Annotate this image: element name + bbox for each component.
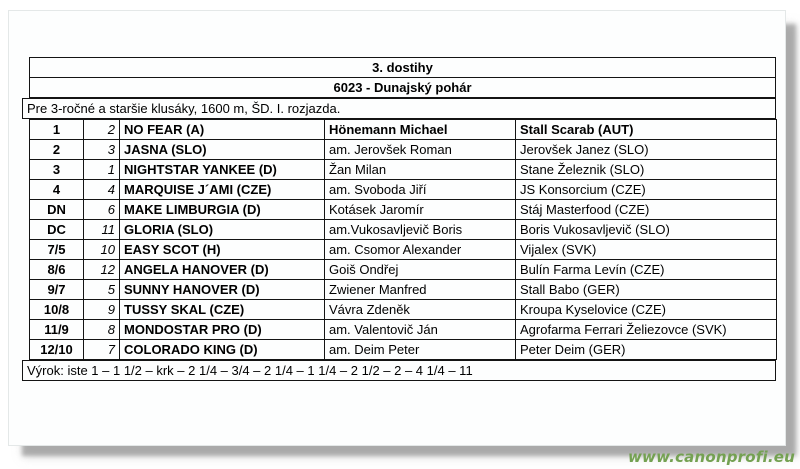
- place-cell: DC: [30, 220, 84, 240]
- horse-name-cell: ANGELA HANOVER (D): [120, 260, 325, 280]
- table-row: [30, 140, 777, 160]
- place-cell: 7/5: [30, 240, 84, 260]
- place-cell: 9/7: [30, 280, 84, 300]
- place-cell: 12/10: [30, 340, 84, 360]
- race-title: 3. dostihy: [30, 58, 776, 78]
- driver-cell: Vávra Zdeněk: [325, 300, 516, 320]
- horse-name-cell: EASY SCOT (H): [120, 240, 325, 260]
- owner-cell: JS Konsorcium (CZE): [516, 180, 777, 200]
- horse-name-cell: SUNNY HANOVER (D): [120, 280, 325, 300]
- race-subtitle-row: [30, 78, 776, 98]
- race-subtitle: 6023 - Dunajský pohár: [30, 78, 776, 98]
- place-cell: 10/8: [30, 300, 84, 320]
- race-conditions-table: [22, 98, 776, 119]
- horse-name-cell: TUSSY SKAL (CZE): [120, 300, 325, 320]
- start-number-cell: 2: [84, 120, 120, 140]
- driver-cell: Žan Milan: [325, 160, 516, 180]
- race-title-row: [30, 58, 776, 78]
- race-conditions-row: [23, 99, 776, 119]
- table-row: [30, 220, 777, 240]
- owner-cell: Jerovšek Janez (SLO): [516, 140, 777, 160]
- start-number-cell: 1: [84, 160, 120, 180]
- horse-name-cell: COLORADO KING (D): [120, 340, 325, 360]
- owner-cell: Boris Vukosavljevič (SLO): [516, 220, 777, 240]
- start-number-cell: 3: [84, 140, 120, 160]
- results-body: [30, 120, 777, 360]
- race-conditions: Pre 3-ročné a staršie klusáky, 1600 m, ŠD. I. rozjazda.: [23, 99, 776, 119]
- watermark-link[interactable]: www.canonprofi.eu: [627, 448, 795, 466]
- verdict-text: Výrok: iste 1 – 1 1/2 – krk – 2 1/4 – 3/4 – 2 1/4 – 1 1/4 – 2 1/2 – 2 – 4 1/4 – 11: [23, 361, 776, 381]
- table-row: [30, 180, 777, 200]
- driver-cell: Hönemann Michael: [325, 120, 516, 140]
- driver-cell: am. Svoboda Jiří: [325, 180, 516, 200]
- start-number-cell: 7: [84, 340, 120, 360]
- start-number-cell: 12: [84, 260, 120, 280]
- verdict-row: [23, 361, 776, 381]
- driver-cell: am.Vukosavljevič Boris: [325, 220, 516, 240]
- verdict-table: [22, 360, 776, 381]
- horse-name-cell: GLORIA (SLO): [120, 220, 325, 240]
- race-header-table: [29, 57, 776, 98]
- horse-name-cell: NIGHTSTAR YANKEE (D): [120, 160, 325, 180]
- horse-name-cell: MARQUISE J´AMI (CZE): [120, 180, 325, 200]
- table-row: [30, 340, 777, 360]
- horse-name-cell: NO FEAR (A): [120, 120, 325, 140]
- table-row: [30, 160, 777, 180]
- owner-cell: Bulín Farma Levín (CZE): [516, 260, 777, 280]
- start-number-cell: 5: [84, 280, 120, 300]
- table-row: [30, 240, 777, 260]
- driver-cell: am. Deim Peter: [325, 340, 516, 360]
- place-cell: DN: [30, 200, 84, 220]
- place-cell: 11/9: [30, 320, 84, 340]
- owner-cell: Stane Železnik (SLO): [516, 160, 777, 180]
- horse-name-cell: MONDOSTAR PRO (D): [120, 320, 325, 340]
- table-row: [30, 260, 777, 280]
- results-tables: [22, 57, 776, 381]
- table-row: [30, 120, 777, 140]
- driver-cell: am. Valentovič Ján: [325, 320, 516, 340]
- start-number-cell: 6: [84, 200, 120, 220]
- results-sheet: [8, 10, 786, 446]
- owner-cell: Kroupa Kyselovice (CZE): [516, 300, 777, 320]
- owner-cell: Stáj Masterfood (CZE): [516, 200, 777, 220]
- horse-name-cell: MAKE LIMBURGIA (D): [120, 200, 325, 220]
- driver-cell: am. Jerovšek Roman: [325, 140, 516, 160]
- start-number-cell: 9: [84, 300, 120, 320]
- driver-cell: am. Csomor Alexander: [325, 240, 516, 260]
- driver-cell: Goiš Ondřej: [325, 260, 516, 280]
- owner-cell: Agrofarma Ferrari Želiezovce (SVK): [516, 320, 777, 340]
- owner-cell: Peter Deim (GER): [516, 340, 777, 360]
- place-cell: 1: [30, 120, 84, 140]
- start-number-cell: 11: [84, 220, 120, 240]
- place-cell: 4: [30, 180, 84, 200]
- table-row: [30, 300, 777, 320]
- driver-cell: Zwiener Manfred: [325, 280, 516, 300]
- table-row: [30, 320, 777, 340]
- owner-cell: Stall Babo (GER): [516, 280, 777, 300]
- owner-cell: Vijalex (SVK): [516, 240, 777, 260]
- place-cell: 8/6: [30, 260, 84, 280]
- start-number-cell: 8: [84, 320, 120, 340]
- horse-name-cell: JASNA (SLO): [120, 140, 325, 160]
- start-number-cell: 4: [84, 180, 120, 200]
- table-row: [30, 280, 777, 300]
- place-cell: 2: [30, 140, 84, 160]
- owner-cell: Stall Scarab (AUT): [516, 120, 777, 140]
- results-table: [29, 119, 777, 360]
- table-row: [30, 200, 777, 220]
- start-number-cell: 10: [84, 240, 120, 260]
- place-cell: 3: [30, 160, 84, 180]
- driver-cell: Kotásek Jaromír: [325, 200, 516, 220]
